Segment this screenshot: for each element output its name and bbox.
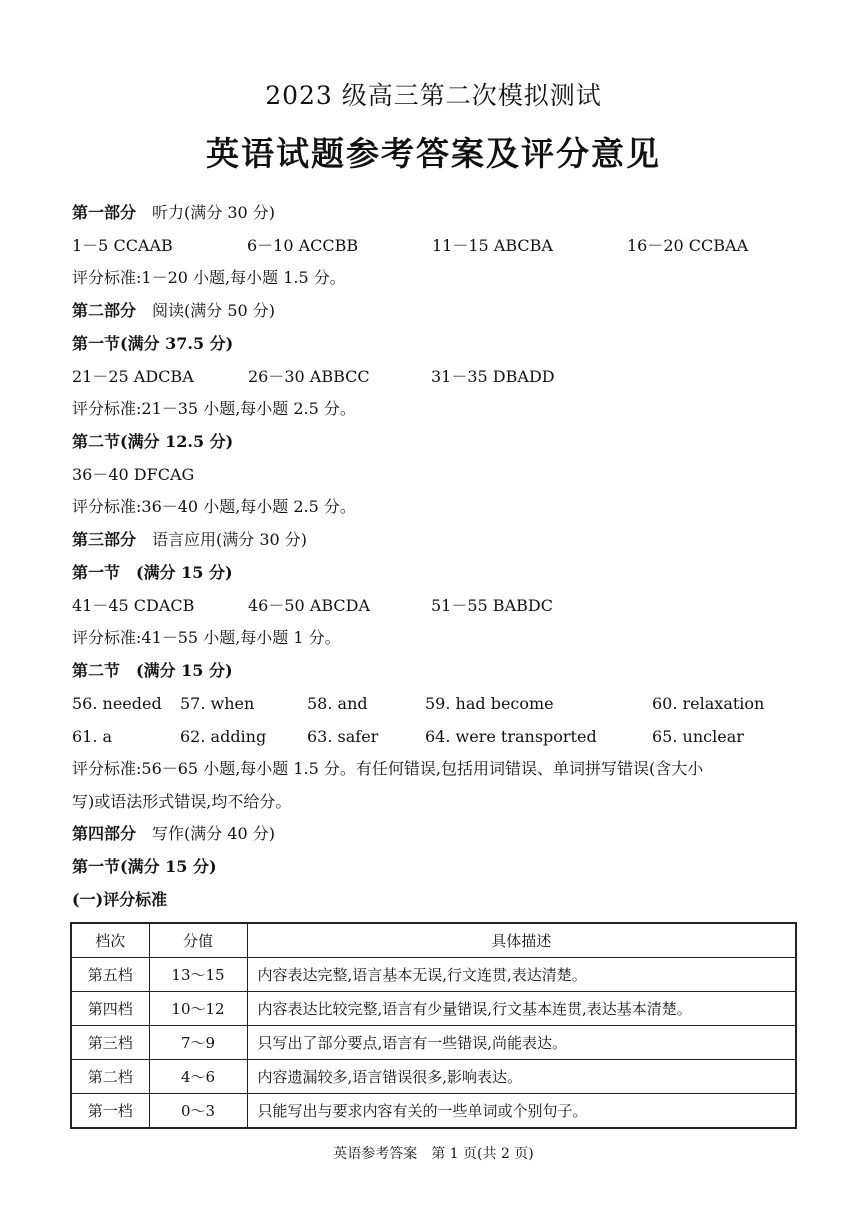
part3-section2-criteria-line1: 评分标准:56－65 小题,每小题 1.5 分。有任何错误,包括用词错误、单词拼写错误(含大小 [72,759,704,778]
table-header-row [71,923,796,958]
fill-answer: 57. when [180,694,255,713]
fill-answer: 65. unclear [652,727,744,746]
part1-name: 听力(满分 30 分) [152,203,276,222]
part3-name: 语言应用(满分 30 分) [152,530,308,549]
part3-section1-criteria: 评分标准:41－55 小题,每小题 1 分。 [72,628,341,647]
grade-description: 只能写出与要求内容有关的一些单词或个别句子。 [247,1094,796,1129]
answer-group: 11－15 ABCBA [432,236,553,255]
part2-name: 阅读(满分 50 分) [152,301,276,320]
part1-criteria: 评分标准:1－20 小题,每小题 1.5 分。 [72,268,346,287]
part2-section1-heading: 第一节(满分 37.5 分) [72,334,234,353]
fill-answer: 61. a [72,727,113,746]
table-header-cell: 档次 [71,923,149,958]
part4-label: 第四部分 [72,824,137,843]
table-header-cell: 分值 [149,923,247,958]
grade-description: 内容表达比较完整,语言有少量错误,行文基本连贯,表达基本清楚。 [247,992,796,1026]
score-range: 7～9 [149,1026,247,1060]
part4-name: 写作(满分 40 分) [152,824,276,843]
part1-label: 第一部分 [72,203,137,222]
part2-heading [72,301,275,321]
fill-answer: 56. needed [72,694,162,713]
part2-section1-answers [72,367,792,387]
document-title: 英语试题参考答案及评分意见 [206,134,661,173]
grade-level: 第三档 [71,1026,149,1060]
part3-section1-heading: 第一节 (满分 15 分) [72,563,233,582]
table-row [71,992,796,1026]
part2-section2-criteria: 评分标准:36－40 小题,每小题 2.5 分。 [72,497,356,516]
table-row [71,1026,796,1060]
part2-section1-criteria: 评分标准:21－35 小题,每小题 2.5 分。 [72,399,356,418]
part2-section2-answers: 36－40 DFCAG [72,465,195,484]
part3-section1-answers [72,596,792,616]
grade-level: 第四档 [71,992,149,1026]
grade-level: 第一档 [71,1094,149,1129]
fill-answer: 60. relaxation [652,694,765,713]
part3-section2-criteria-line2: 写)或语法形式错误,均不给分。 [72,792,292,811]
grade-level: 第五档 [71,958,149,992]
part3-fill-row-2 [72,727,792,747]
table-header-cell: 具体描述 [247,923,796,958]
part4-heading [72,824,275,844]
part4-section1-heading: 第一节(满分 15 分) [72,857,217,876]
fill-answer: 58. and [307,694,368,713]
fill-answer: 59. had become [425,694,554,713]
answer-group: 26－30 ABBCC [248,367,370,386]
grade-description: 只写出了部分要点,语言有一些错误,尚能表达。 [247,1026,796,1060]
exam-title: 2023 级高三第二次模拟测试 [265,81,602,110]
score-range: 0～3 [149,1094,247,1129]
table-row [71,1094,796,1129]
page-footer: 英语参考答案 第 1 页(共 2 页) [333,1146,534,1162]
answer-group: 51－55 BABDC [431,596,553,615]
part1-heading [72,203,275,223]
answer-group: 6－10 ACCBB [247,236,359,255]
part2-section2-heading: 第二节(满分 12.5 分) [72,432,234,451]
part3-label: 第三部分 [72,530,137,549]
fill-answer: 63. safer [307,727,379,746]
answer-group: 46－50 ABCDA [248,596,371,615]
grade-description: 内容表达完整,语言基本无误,行文连贯,表达清楚。 [247,958,796,992]
part2-label: 第二部分 [72,301,137,320]
grading-table [70,922,797,1129]
part1-answers [72,236,792,256]
fill-answer: 64. were transported [425,727,597,746]
part3-heading [72,530,307,550]
answer-group: 31－35 DBADD [431,367,555,386]
grade-level: 第二档 [71,1060,149,1094]
answer-group: 21－25 ADCBA [72,367,194,386]
fill-answer: 62. adding [180,727,267,746]
grading-criteria-heading: (一)评分标准 [72,890,168,909]
score-range: 4～6 [149,1060,247,1094]
answer-group: 41－45 CDACB [72,596,195,615]
score-range: 10～12 [149,992,247,1026]
table-row [71,1060,796,1094]
answer-group: 1－5 CCAAB [72,236,173,255]
answer-group: 16－20 CCBAA [627,236,749,255]
table-row [71,958,796,992]
grade-description: 内容遗漏较多,语言错误很多,影响表达。 [247,1060,796,1094]
part3-section2-heading: 第二节 (满分 15 分) [72,661,233,680]
part3-fill-row-1 [72,694,792,714]
score-range: 13～15 [149,958,247,992]
